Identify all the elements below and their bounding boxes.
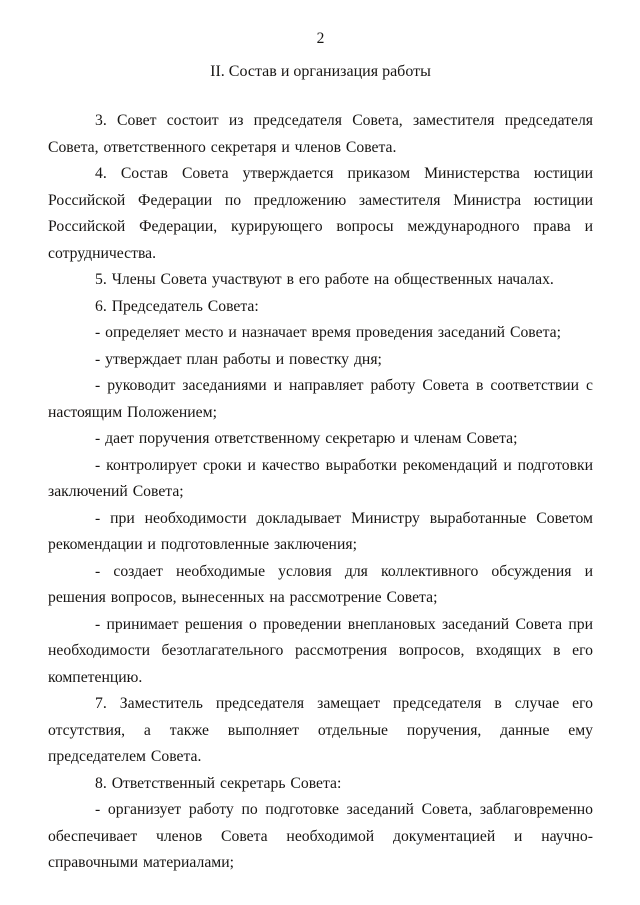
- paragraph: 5. Члены Совета участвуют в его работе на общественных началах.: [95, 271, 554, 288]
- paragraph: - определяет место и назначает время проведения заседаний Совета;: [95, 324, 561, 341]
- paragraph: - при необходимости докладывает Министру выработанные Советом рекомендации и подготовленные заключения;: [48, 509, 593, 553]
- paragraph: - контролирует сроки и качество выработки рекомендаций и подготовки заключений Совета;: [48, 456, 593, 500]
- page-number: 2: [316, 30, 325, 47]
- section-heading: II. Состав и организация работы: [210, 63, 431, 80]
- paragraph: - дает поручения ответственному секретарю и членам Совета;: [95, 430, 518, 447]
- paragraph: 3. Совет состоит из председателя Совета, заместителя председателя Совета, ответственного секретаря и членов Совета.: [48, 112, 593, 156]
- paragraph: 7. Заместитель председателя замещает председателя в случае его отсутствия, а также выполняет отдельные поручения, данные ему председателем Совета.: [48, 695, 593, 765]
- document-body: [48, 108, 593, 877]
- paragraph: - создает необходимые условия для коллективного обсуждения и решения вопросов, вынесенных на рассмотрение Совета;: [48, 562, 593, 606]
- paragraph: 4. Состав Совета утверждается приказом Министерства юстиции Российской Федерации по предложению заместителя Министра юстиции Российской Федерации, курирующего вопросы международного права и сотрудничества.: [48, 165, 593, 262]
- paragraph: 8. Ответственный секретарь Совета:: [95, 774, 342, 792]
- paragraph: - утверждает план работы и повестку дня;: [95, 350, 382, 368]
- paragraph: - руководит заседаниями и направляет работу Совета в соответствии с настоящим Положением;: [48, 377, 593, 421]
- paragraph: - организует работу по подготовке заседаний Совета, заблаговременно обеспечивает членов Совета необходимой документацией и научно-справочными материалами;: [48, 801, 593, 871]
- paragraph: 6. Председатель Совета:: [95, 297, 259, 315]
- paragraph: - принимает решения о проведении внеплановых заседаний Совета при необходимости безотлагательного рассмотрения вопросов, входящих в его компетенцию.: [48, 615, 593, 686]
